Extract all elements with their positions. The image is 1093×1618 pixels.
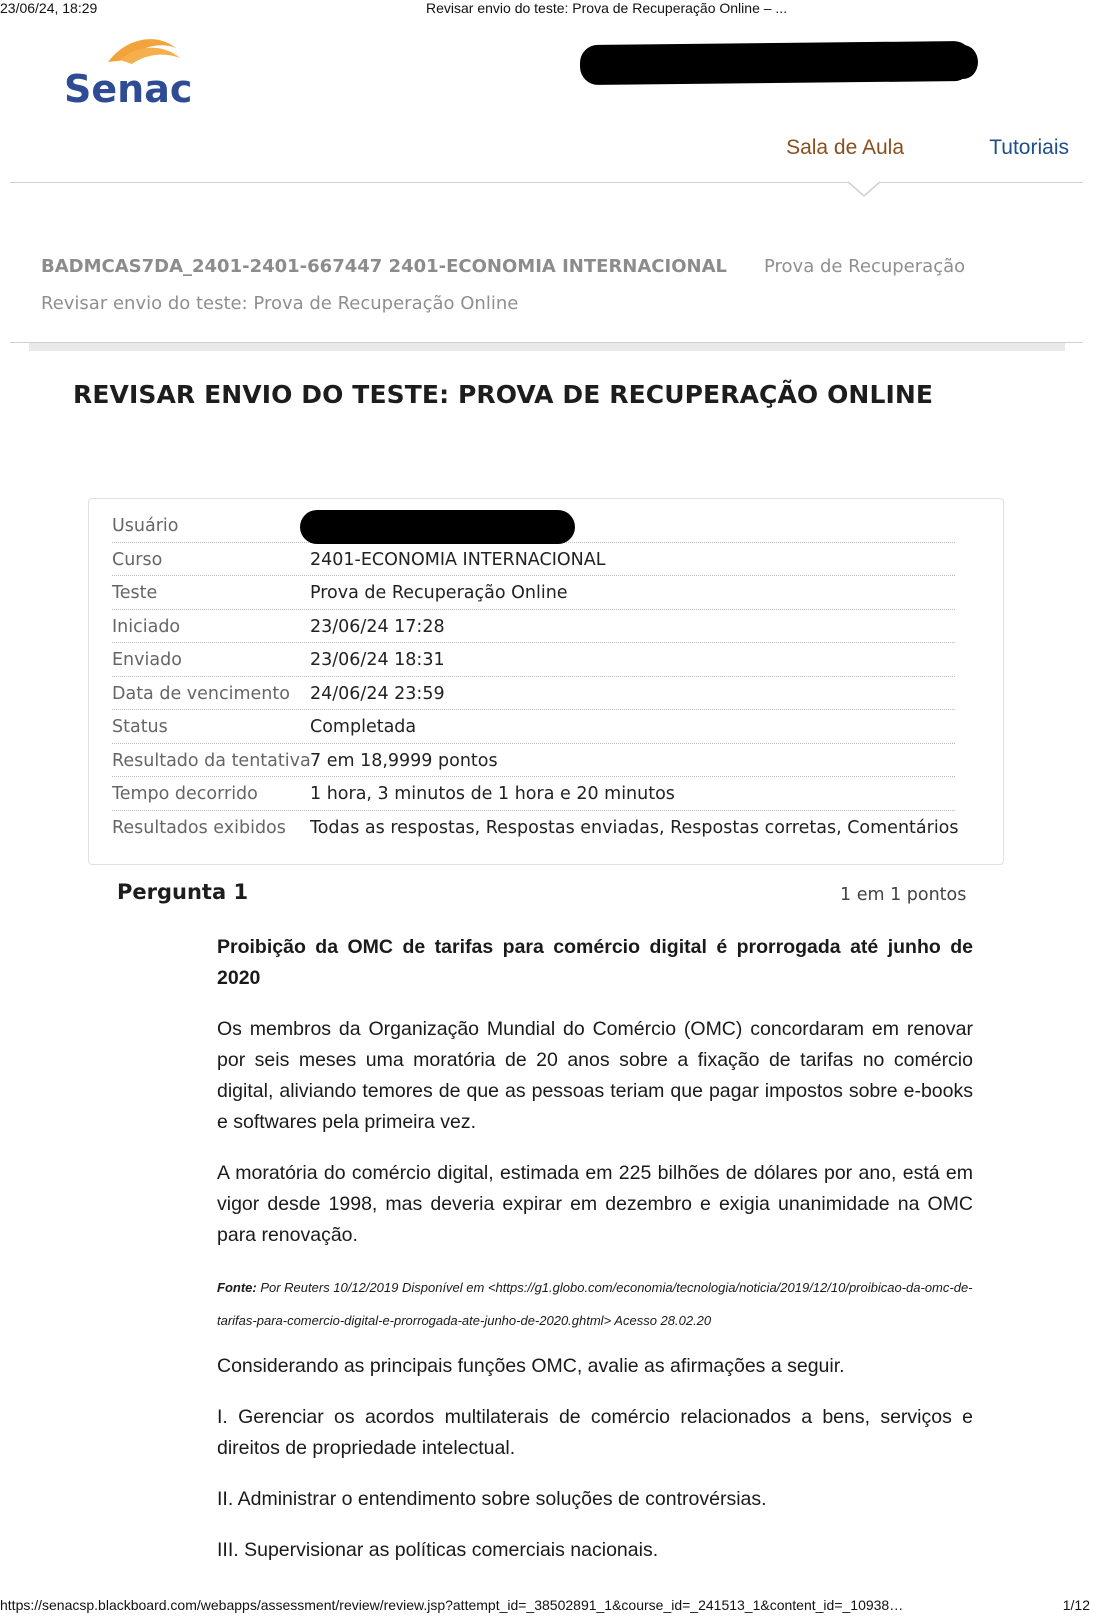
redacted-user-name	[300, 510, 575, 544]
summary-label: Data de vencimento	[112, 683, 290, 704]
summary-value: Completada	[310, 717, 417, 737]
summary-label: Teste	[112, 583, 158, 603]
summary-value: 7 em 18,9999 pontos	[310, 750, 498, 771]
summary-value: 1 hora, 3 minutos de 1 hora e 20 minutos	[310, 784, 675, 804]
summary-value: 24/06/24 23:59	[310, 683, 445, 704]
summary-row-status	[112, 710, 955, 744]
print-doc-title: Revisar envio do teste: Prova de Recuperação Online – ...	[426, 0, 788, 16]
summary-row-enviado	[112, 643, 955, 677]
breadcrumb-course[interactable]: BADMCAS7DA_2401-2401-667447 2401-ECONOMIA INTERNACIONAL	[41, 256, 727, 277]
source-text: Por Reuters 10/12/2019 Disponível em <https://g1.globo.com/economia/tecnologia/noticia/2019/12/10/proibicao-da-omc-de-tarifas-para-comercio-digital-e-prorrogada-ate-junho-de-2020.ghtml> Acesso 28.02.20	[217, 1280, 973, 1328]
question-item: III. Supervisionar as políticas comerciais nacionais.	[217, 1539, 659, 1561]
question-item: II. Administrar o entendimento sobre soluções de controvérsias.	[217, 1488, 767, 1510]
question-source	[217, 1271, 973, 1337]
summary-label: Tempo decorrido	[112, 784, 258, 804]
question-title: Pergunta 1	[117, 880, 249, 904]
content-top-band	[29, 343, 1065, 351]
breadcrumb-current: Revisar envio do teste: Prova de Recuperação Online	[41, 293, 519, 314]
summary-row-resultado	[112, 744, 955, 778]
summary-row-vencimento	[112, 677, 955, 711]
summary-value: Prova de Recuperação Online	[310, 583, 568, 603]
question-body	[217, 932, 973, 1586]
question-item: I. Gerenciar os acordos multilaterais de comércio relacionados a bens, serviços e direitos de propriedade intelectual.	[217, 1406, 973, 1459]
summary-label: Curso	[112, 549, 163, 570]
question-prompt: Considerando as principais funções OMC, avalie as afirmações a seguir.	[217, 1355, 845, 1377]
summary-row-iniciado	[112, 610, 955, 644]
nav-tutoriais[interactable]: Tutoriais	[989, 136, 1069, 159]
print-page-number: 1/12	[1062, 1597, 1090, 1613]
page-title: REVISAR ENVIO DO TESTE: PROVA DE RECUPERAÇÃO ONLINE	[73, 380, 934, 409]
print-footer	[0, 1597, 1093, 1618]
summary-row-curso	[112, 543, 955, 577]
question-paragraph: Os membros da Organização Mundial do Comércio (OMC) concordaram em renovar por seis meses uma moratória de 20 anos sobre a fixação de tarifas no comércio digital, aliviando temores de que as pessoas teriam que pagar impostos sobre e-books e softwares pela primeira vez.	[217, 1018, 973, 1133]
print-datetime: 23/06/24, 18:29	[0, 0, 98, 16]
attempt-summary-table	[88, 498, 1004, 865]
summary-label: Usuário	[112, 516, 179, 536]
redacted-user-banner	[580, 41, 972, 85]
summary-value: Todas as respostas, Respostas enviadas, Respostas corretas, Comentários	[310, 817, 959, 838]
print-header	[0, 0, 1093, 20]
summary-row-exibidos	[112, 811, 959, 845]
print-url: https://senacsp.blackboard.com/webapps/assessment/review/review.jsp?attempt_id=_38502891_1&course_id=_241513_1&content_id=_10938…	[0, 1597, 904, 1613]
question-headline: Proibição da OMC de tarifas para comércio digital é prorrogada até junho de 2020	[217, 936, 973, 989]
senac-logo[interactable]	[64, 30, 194, 110]
summary-label: Resultados exibidos	[112, 817, 286, 838]
summary-label: Enviado	[112, 650, 182, 670]
summary-label: Status	[112, 717, 168, 737]
question-paragraph: A moratória do comércio digital, estimada em 225 bilhões de dólares por ano, está em vigor desde 1998, mas deveria expirar em dezembro e exigia unanimidade na OMC para renovação.	[217, 1162, 973, 1246]
source-label: Fonte:	[217, 1280, 257, 1295]
summary-label: Iniciado	[112, 616, 181, 637]
summary-value: 2401-ECONOMIA INTERNACIONAL	[310, 549, 606, 570]
nav-divider	[10, 182, 1083, 183]
svg-text:Senac: Senac	[64, 67, 193, 110]
summary-label: Resultado da tentativa	[112, 750, 311, 771]
active-nav-caret-icon	[847, 182, 881, 197]
nav-sala-de-aula[interactable]: Sala de Aula	[786, 136, 904, 159]
summary-value: 23/06/24 18:31	[310, 650, 445, 670]
summary-value: 23/06/24 17:28	[310, 616, 445, 637]
summary-row-tempo	[112, 777, 955, 811]
summary-row-teste	[112, 576, 955, 610]
summary-row-usuario	[112, 509, 955, 543]
breadcrumb-test[interactable]: Prova de Recuperação	[764, 256, 966, 277]
question-points: 1 em 1 pontos	[840, 885, 967, 905]
